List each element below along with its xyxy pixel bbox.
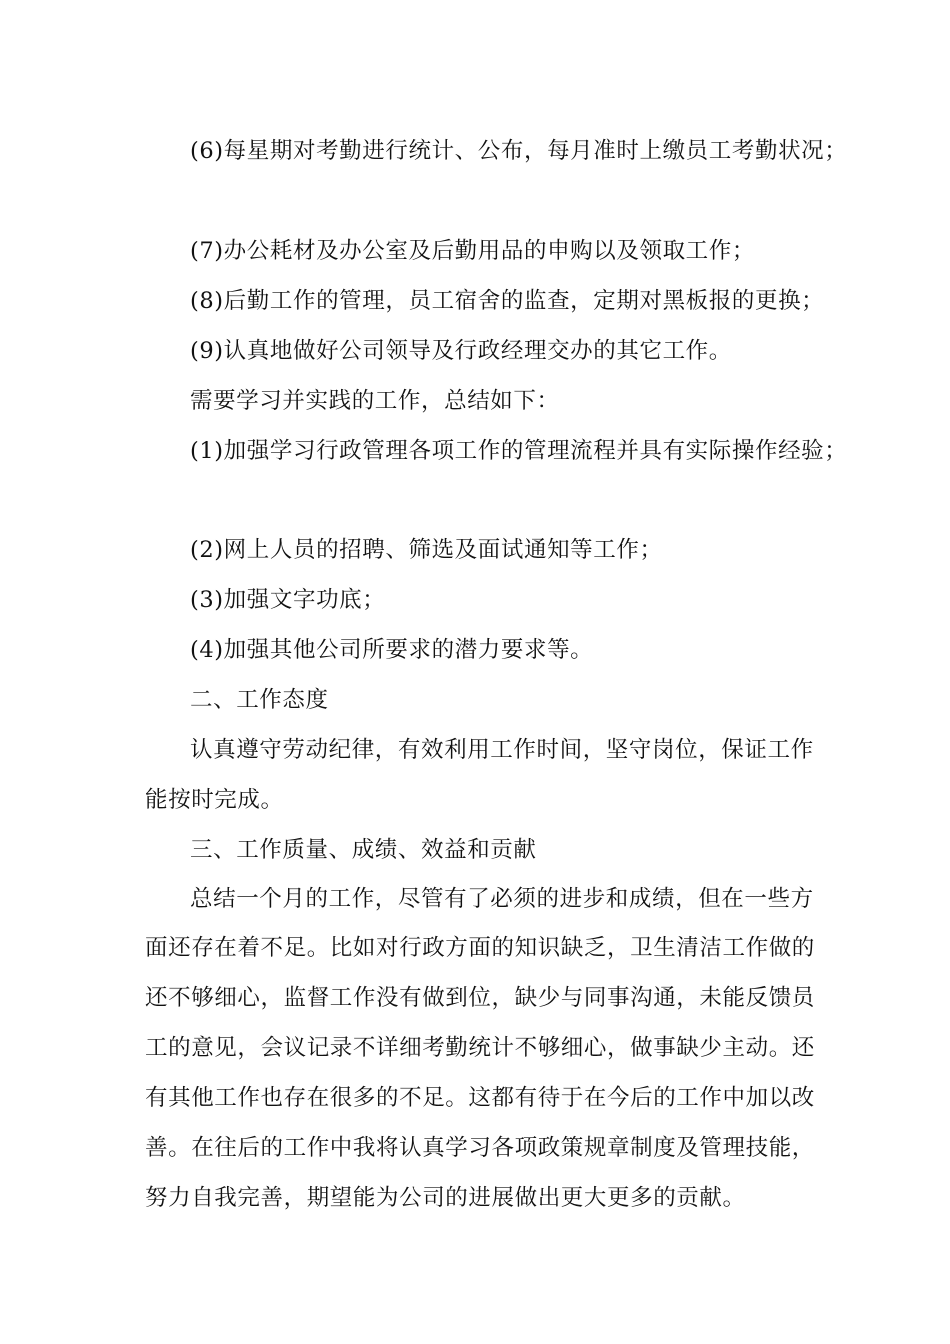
list-item-8: (8)后勤工作的管理，员工宿舍的监查，定期对黑板报的更换； bbox=[190, 288, 825, 314]
list-item-7: (7)办公耗材及办公室及后勤用品的申购以及领取工作； bbox=[190, 238, 755, 264]
learning-item-1: (1)加强学习行政管理各项工作的管理流程并具有实际操作经验； bbox=[190, 438, 848, 464]
learning-item-2: (2)网上人员的招聘、筛选及面试通知等工作； bbox=[190, 537, 663, 563]
learning-item-4: (4)加强其他公司所要求的潜力要求等。 bbox=[190, 637, 594, 663]
section-intro: 需要学习并实践的工作，总结如下： bbox=[190, 388, 560, 414]
summary-paragraph-line-2: 面还存在着不足。比如对行政方面的知识缺乏，卫生清洁工作做的 bbox=[145, 935, 815, 961]
attitude-paragraph-line-1: 认真遵守劳动纪律，有效利用工作时间，坚守岗位，保证工作 bbox=[190, 737, 814, 763]
summary-paragraph-line-3: 还不够细心，监督工作没有做到位，缺少与同事沟通，未能反馈员 bbox=[145, 985, 815, 1011]
list-item-9: (9)认真地做好公司领导及行政经理交办的其它工作。 bbox=[190, 338, 732, 364]
learning-item-3: (3)加强文字功底； bbox=[190, 587, 386, 613]
summary-paragraph-line-5: 有其他工作也存在很多的不足。这都有待于在今后的工作中加以改 bbox=[145, 1085, 815, 1111]
summary-paragraph-line-7: 努力自我完善，期望能为公司的进展做出更大更多的贡献。 bbox=[145, 1185, 746, 1211]
summary-paragraph-line-4: 工的意见，会议记录不详细考勤统计不够细心，做事缺少主动。还 bbox=[145, 1035, 815, 1061]
summary-paragraph-line-1: 总结一个月的工作，尽管有了必须的进步和成绩，但在一些方 bbox=[190, 886, 814, 912]
summary-paragraph-line-6: 善。在往后的工作中我将认真学习各项政策规章制度及管理技能， bbox=[145, 1135, 815, 1161]
section-heading-quality: 三、工作质量、成绩、效益和贡献 bbox=[190, 837, 537, 863]
section-heading-attitude: 二、工作态度 bbox=[190, 687, 329, 713]
list-item-6: (6)每星期对考勤进行统计、公布，每月准时上缴员工考勤状况； bbox=[190, 138, 848, 164]
attitude-paragraph-line-2: 能按时完成。 bbox=[145, 787, 284, 813]
